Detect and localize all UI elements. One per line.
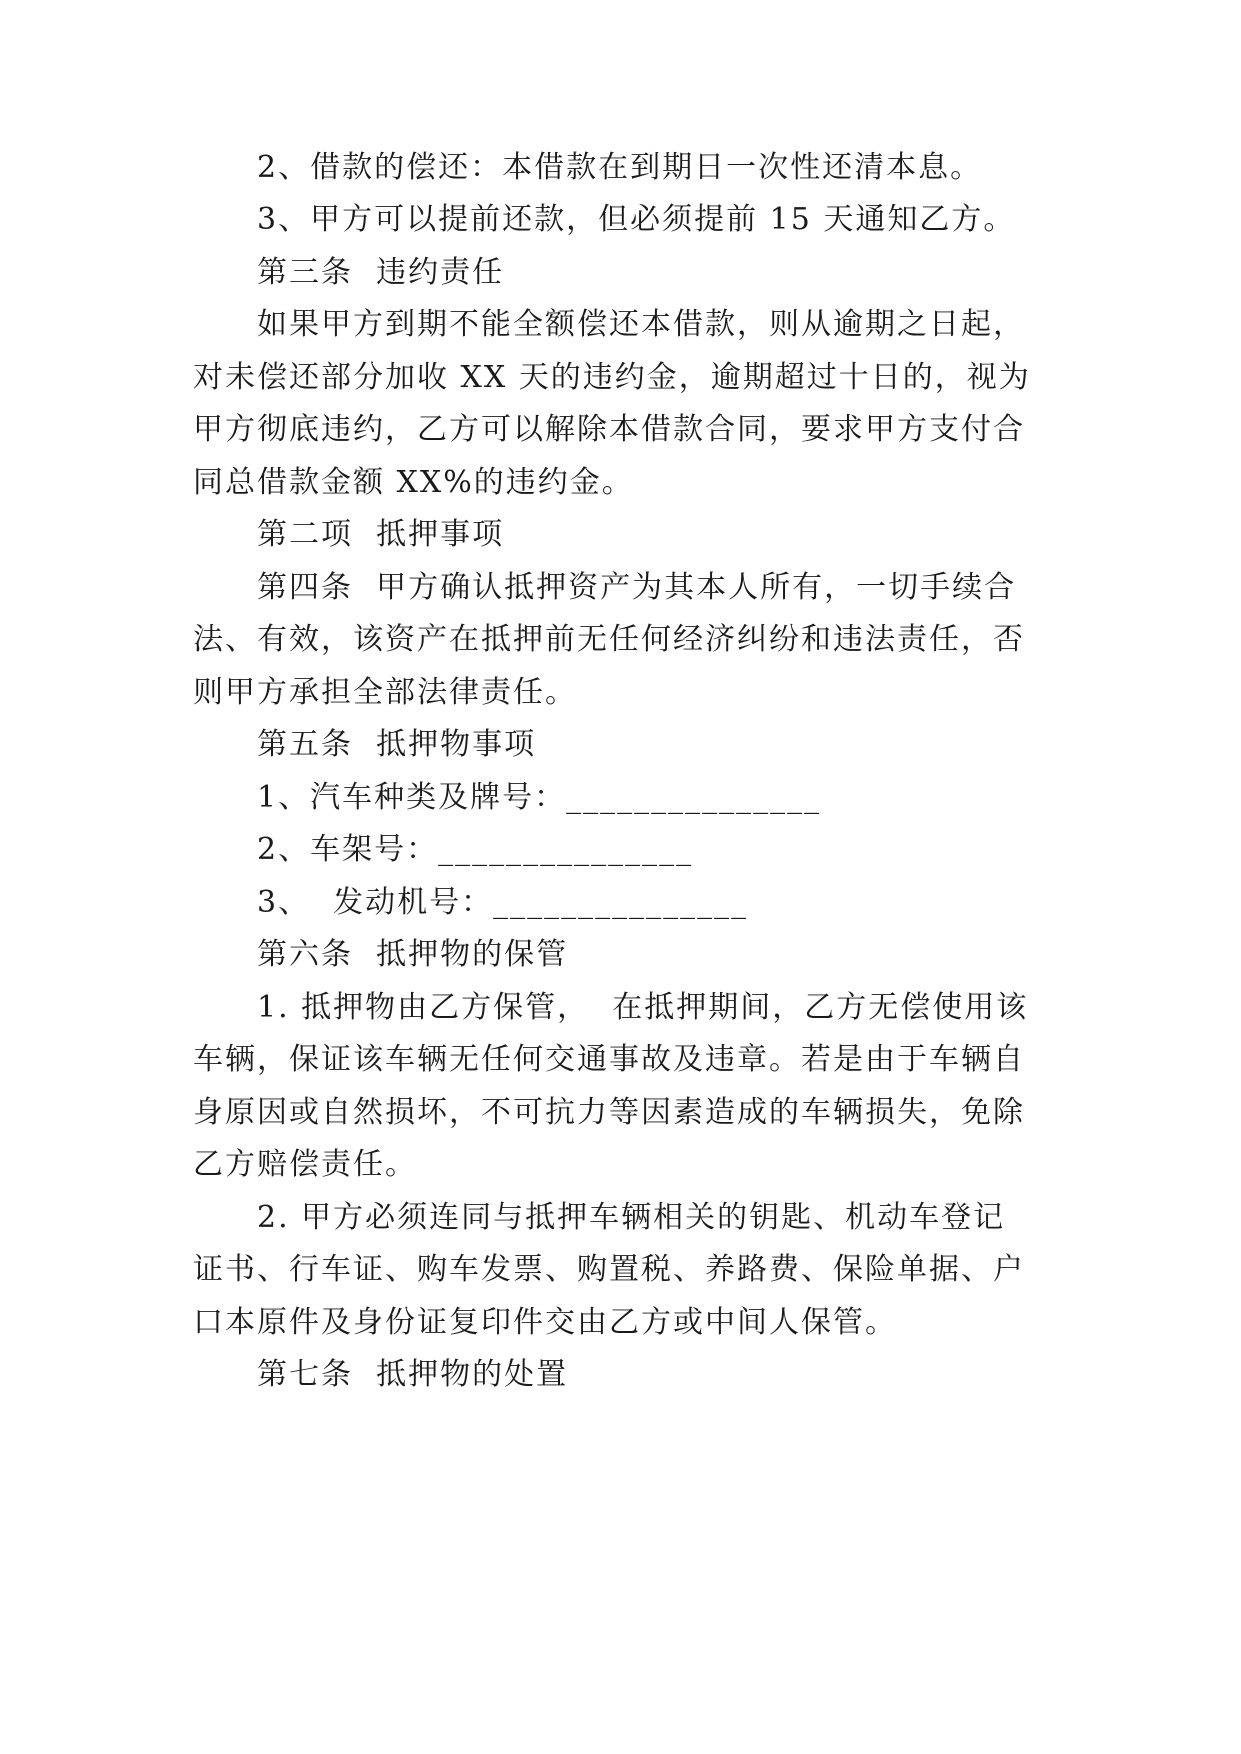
form-field-line: 1、汽车种类及牌号：_______________ xyxy=(257,780,822,815)
form-field-line: 2、车架号：_______________ xyxy=(257,832,694,867)
text-line: 口本原件及身份证复印件交由乙方或中间人保管。 xyxy=(193,1305,897,1340)
text-line: 对未偿还部分加收 XX 天的违约金，逾期超过十日的，视为 xyxy=(193,360,1031,395)
text-line: 3、甲方可以提前还款，但必须提前 15 天通知乙方。 xyxy=(257,202,1016,237)
text-line: 乙方赔偿责任。 xyxy=(193,1147,417,1182)
section-heading: 第二项 抵押事项 xyxy=(257,517,505,552)
text-line: 身原因或自然损坏，不可抗力等因素造成的车辆损失，免除 xyxy=(193,1095,1025,1130)
text-line: 1. 抵押物由乙方保管， 在抵押期间，乙方无偿使用该 xyxy=(257,990,1029,1025)
text-line: 2、借款的偿还：本借款在到期日一次性还清本息。 xyxy=(257,150,983,185)
text-line: 证书、行车证、购车发票、购置税、养路费、保险单据、户 xyxy=(193,1252,1025,1287)
section-heading: 第三条 违约责任 xyxy=(257,255,505,290)
section-heading: 第六条 抵押物的保管 xyxy=(257,937,569,972)
text-line: 同总借款金额 XX%的违约金。 xyxy=(193,465,634,500)
text-line: 甲方彻底违约，乙方可以解除本借款合同，要求甲方支付合 xyxy=(193,412,1025,447)
section-heading: 第七条 抵押物的处置 xyxy=(257,1357,569,1392)
text-line: 法、有效，该资产在抵押前无任何经济纠纷和违法责任，否 xyxy=(193,622,1025,657)
text-line: 第四条 甲方确认抵押资产为其本人所有，一切手续合 xyxy=(257,570,1017,605)
text-line: 2. 甲方必须连同与抵押车辆相关的钥匙、机动车登记 xyxy=(257,1200,1006,1235)
text-line: 如果甲方到期不能全额偿还本借款，则从逾期之日起， xyxy=(257,307,1025,342)
text-line: 则甲方承担全部法律责任。 xyxy=(193,675,577,710)
section-heading: 第五条 抵押物事项 xyxy=(257,727,537,762)
form-field-line: 3、 发动机号：_______________ xyxy=(257,885,749,920)
text-line: 车辆，保证该车辆无任何交通事故及违章。若是由于车辆自 xyxy=(193,1042,1025,1077)
